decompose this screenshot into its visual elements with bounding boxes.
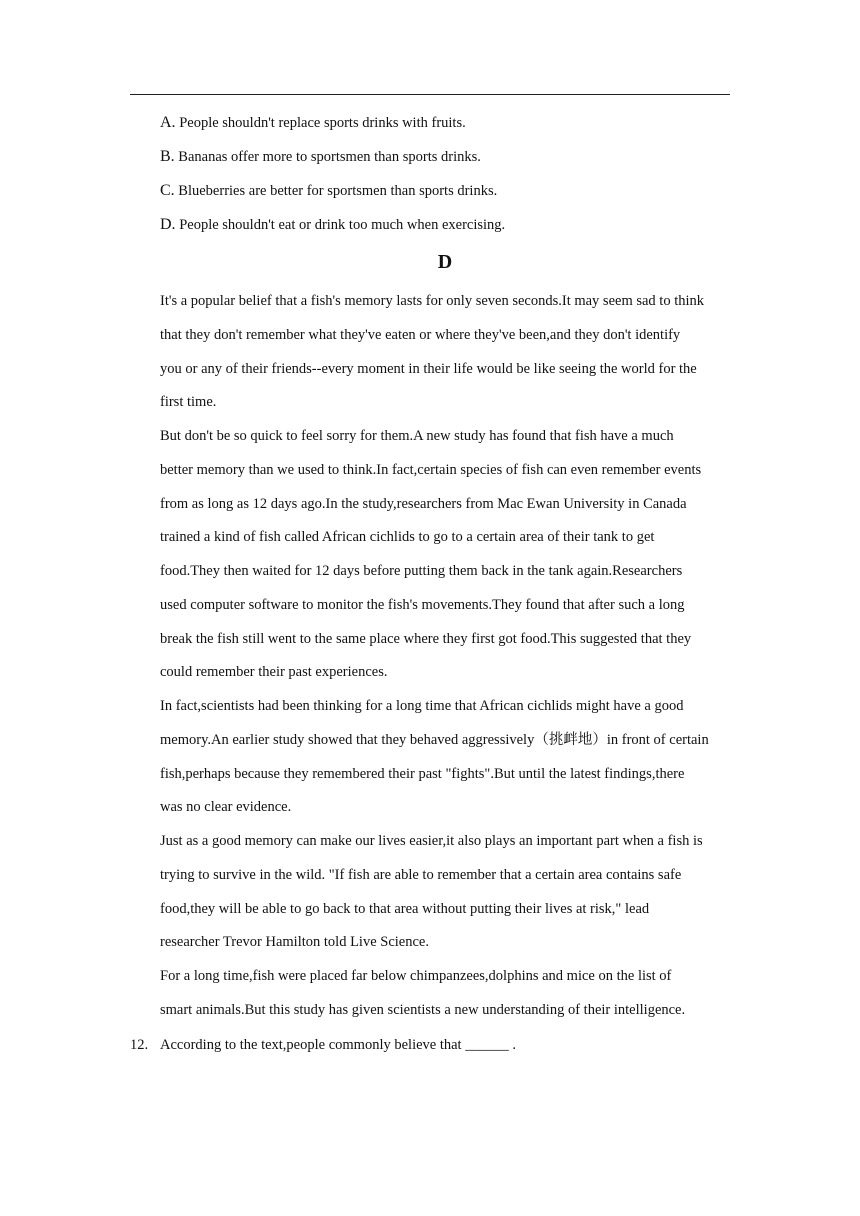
passage-line: break the fish still went to the same place where they first got food.This suggested that they — [160, 630, 692, 647]
reading-passage — [160, 285, 735, 1028]
option-d — [160, 212, 730, 246]
option-letter: A. — [160, 114, 176, 131]
answer-options — [160, 110, 730, 246]
passage-line: better memory than we used to think.In fact,certain species of fish can even remember events — [160, 461, 702, 478]
passage-line: was no clear evidence. — [160, 799, 292, 816]
passage-line: first time. — [160, 394, 217, 411]
passage-line: you or any of their friends--every moment in their life would be like seeing the world for the — [160, 360, 697, 377]
passage-line: could remember their past experiences. — [160, 664, 388, 681]
passage-line: food,they will be able to go back to that area without putting their lives at risk," lead — [160, 900, 650, 917]
passage-line: But don't be so quick to feel sorry for them.A new study has found that fish have a much — [160, 428, 674, 444]
header-rule — [130, 94, 730, 95]
passage-line: trying to survive in the wild. "If fish are able to remember that a certain area contains safe — [160, 866, 682, 883]
passage-line: For a long time,fish were placed far below chimpanzees,dolphins and mice on the list of — [160, 968, 672, 984]
passage-line: smart animals.But this study has given scientists a new understanding of their intelligence. — [160, 1001, 686, 1018]
option-text: Blueberries are better for sportsmen than sports drinks. — [174, 183, 498, 199]
question-12 — [130, 1029, 730, 1062]
passage-line: food.They then waited for 12 days before putting them back in the tank again.Researchers — [160, 563, 683, 579]
option-a — [160, 110, 730, 144]
option-text: Bananas offer more to sportsmen than sports drinks. — [174, 149, 481, 165]
passage-line: from as long as 12 days ago.In the study,researchers from Mac Ewan University in Canada — [160, 495, 687, 512]
question-number: 12. — [130, 1037, 149, 1053]
option-text: People shouldn't eat or drink too much when exercising. — [175, 217, 506, 233]
passage-line: that they don't remember what they've eaten or where they've been,and they don't identify — [160, 326, 681, 343]
passage-line: used computer software to monitor the fish's movements.They found that after such a long — [160, 596, 685, 613]
option-b — [160, 144, 730, 178]
passage-line: In fact,scientists had been thinking for a long time that African cichlids might have a good — [160, 698, 684, 714]
section-title: D — [437, 251, 453, 273]
passage-line: Just as a good memory can make our lives easier,it also plays an important part when a fish is — [160, 833, 703, 849]
option-letter: B. — [160, 148, 175, 165]
option-text: People shouldn't replace sports drinks with fruits. — [175, 115, 466, 131]
question-text: According to the text,people commonly believe that ______ . — [160, 1037, 516, 1053]
passage-line: It's a popular belief that a fish's memory lasts for only seven seconds.It may seem sad to think — [160, 293, 705, 309]
option-letter: C. — [160, 182, 175, 199]
passage-line: fish,perhaps because they remembered their past "fights".But until the latest findings,there — [160, 765, 685, 782]
passage-line: memory.An earlier study showed that they behaved aggressively（挑衅地）in front of certain — [160, 731, 709, 748]
option-c — [160, 178, 730, 212]
passage-line: trained a kind of fish called African cichlids to go to a certain area of their tank to get — [160, 529, 655, 546]
option-letter: D. — [160, 216, 176, 233]
passage-line: researcher Trevor Hamilton told Live Science. — [160, 934, 429, 951]
